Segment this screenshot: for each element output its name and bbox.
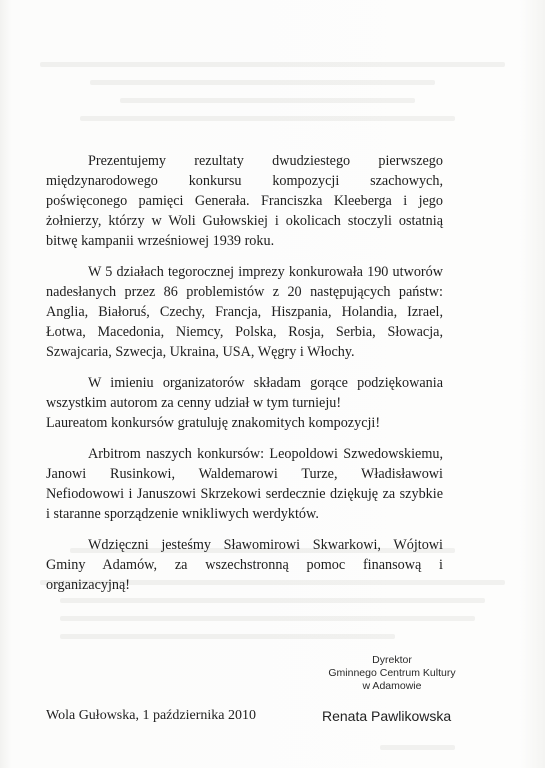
participants-paragraph: W 5 działach tegorocznej imprezy konkurowała 190 utworów nadesłanych przez 86 problemistów z 20 następujących państw: Anglia, Białoruś, Czechy, Francja, Hiszpania, Holandia, Izrael, Łotwa, Macedonia, Niemcy, Polska, Rosja, Serbia, Słowacja, Szwajcaria, Szwecja, Ukraina, USA, Węgry i Włochy.: [46, 264, 443, 360]
signature-title-block: [322, 654, 462, 693]
bleed-through-line: [80, 116, 455, 121]
judges-paragraph: Arbitrom naszych konkursów: Leopoldowi Szwedowskiemu, Janowi Rusinkowi, Waldemarowi Turze, Władisławowi Nefiodowowi i Januszowi Skrzekowi serdecznie dziękuję za szybkie i staranne sporządzenie wnikliwych werdyktów.: [46, 446, 443, 522]
thanks-authors-paragraph: W imieniu organizatorów składam gorące podziękowania wszystkim autorom za cenny udział w tym turnieju!: [46, 375, 443, 411]
bleed-through-line: [120, 98, 415, 103]
signature-title-line: Dyrektor: [372, 654, 412, 666]
bleed-through-line: [380, 745, 455, 750]
bleed-through-line: [60, 634, 395, 639]
bleed-through-line: [60, 616, 475, 621]
signer-name: Renata Pawlikowska: [322, 708, 452, 724]
bleed-through-line: [90, 80, 435, 85]
place-and-date: Wola Gułowska, 1 października 2010: [46, 708, 256, 723]
sponsor-paragraph: Wdzięczni jesteśmy Sławomirowi Skwarkowi, Wójtowi Gminy Adamów, za wszechstronną pomoc finansową i organizacyjną!: [46, 537, 443, 593]
signature-title-line: w Adamowie: [362, 680, 422, 692]
intro-paragraph: Prezentujemy rezultaty dwudziestego pierwszego międzynarodowego konkursu kompozycji szachowych, poświęconego pamięci Generała. Franciszka Kleeberga i jego żołnierzy, którzy w Woli Gułowskiej i okolicach stoczyli ostatnią bitwę kampanii wrześniowej 1939 roku.: [46, 153, 443, 249]
letter-body: [46, 151, 443, 606]
bleed-through-line: [40, 62, 505, 67]
congratulations-paragraph: Laureatom konkursów gratuluję znakomitych kompozycji!: [46, 415, 381, 431]
signature-title-line: Gminnego Centrum Kultury: [328, 667, 456, 679]
